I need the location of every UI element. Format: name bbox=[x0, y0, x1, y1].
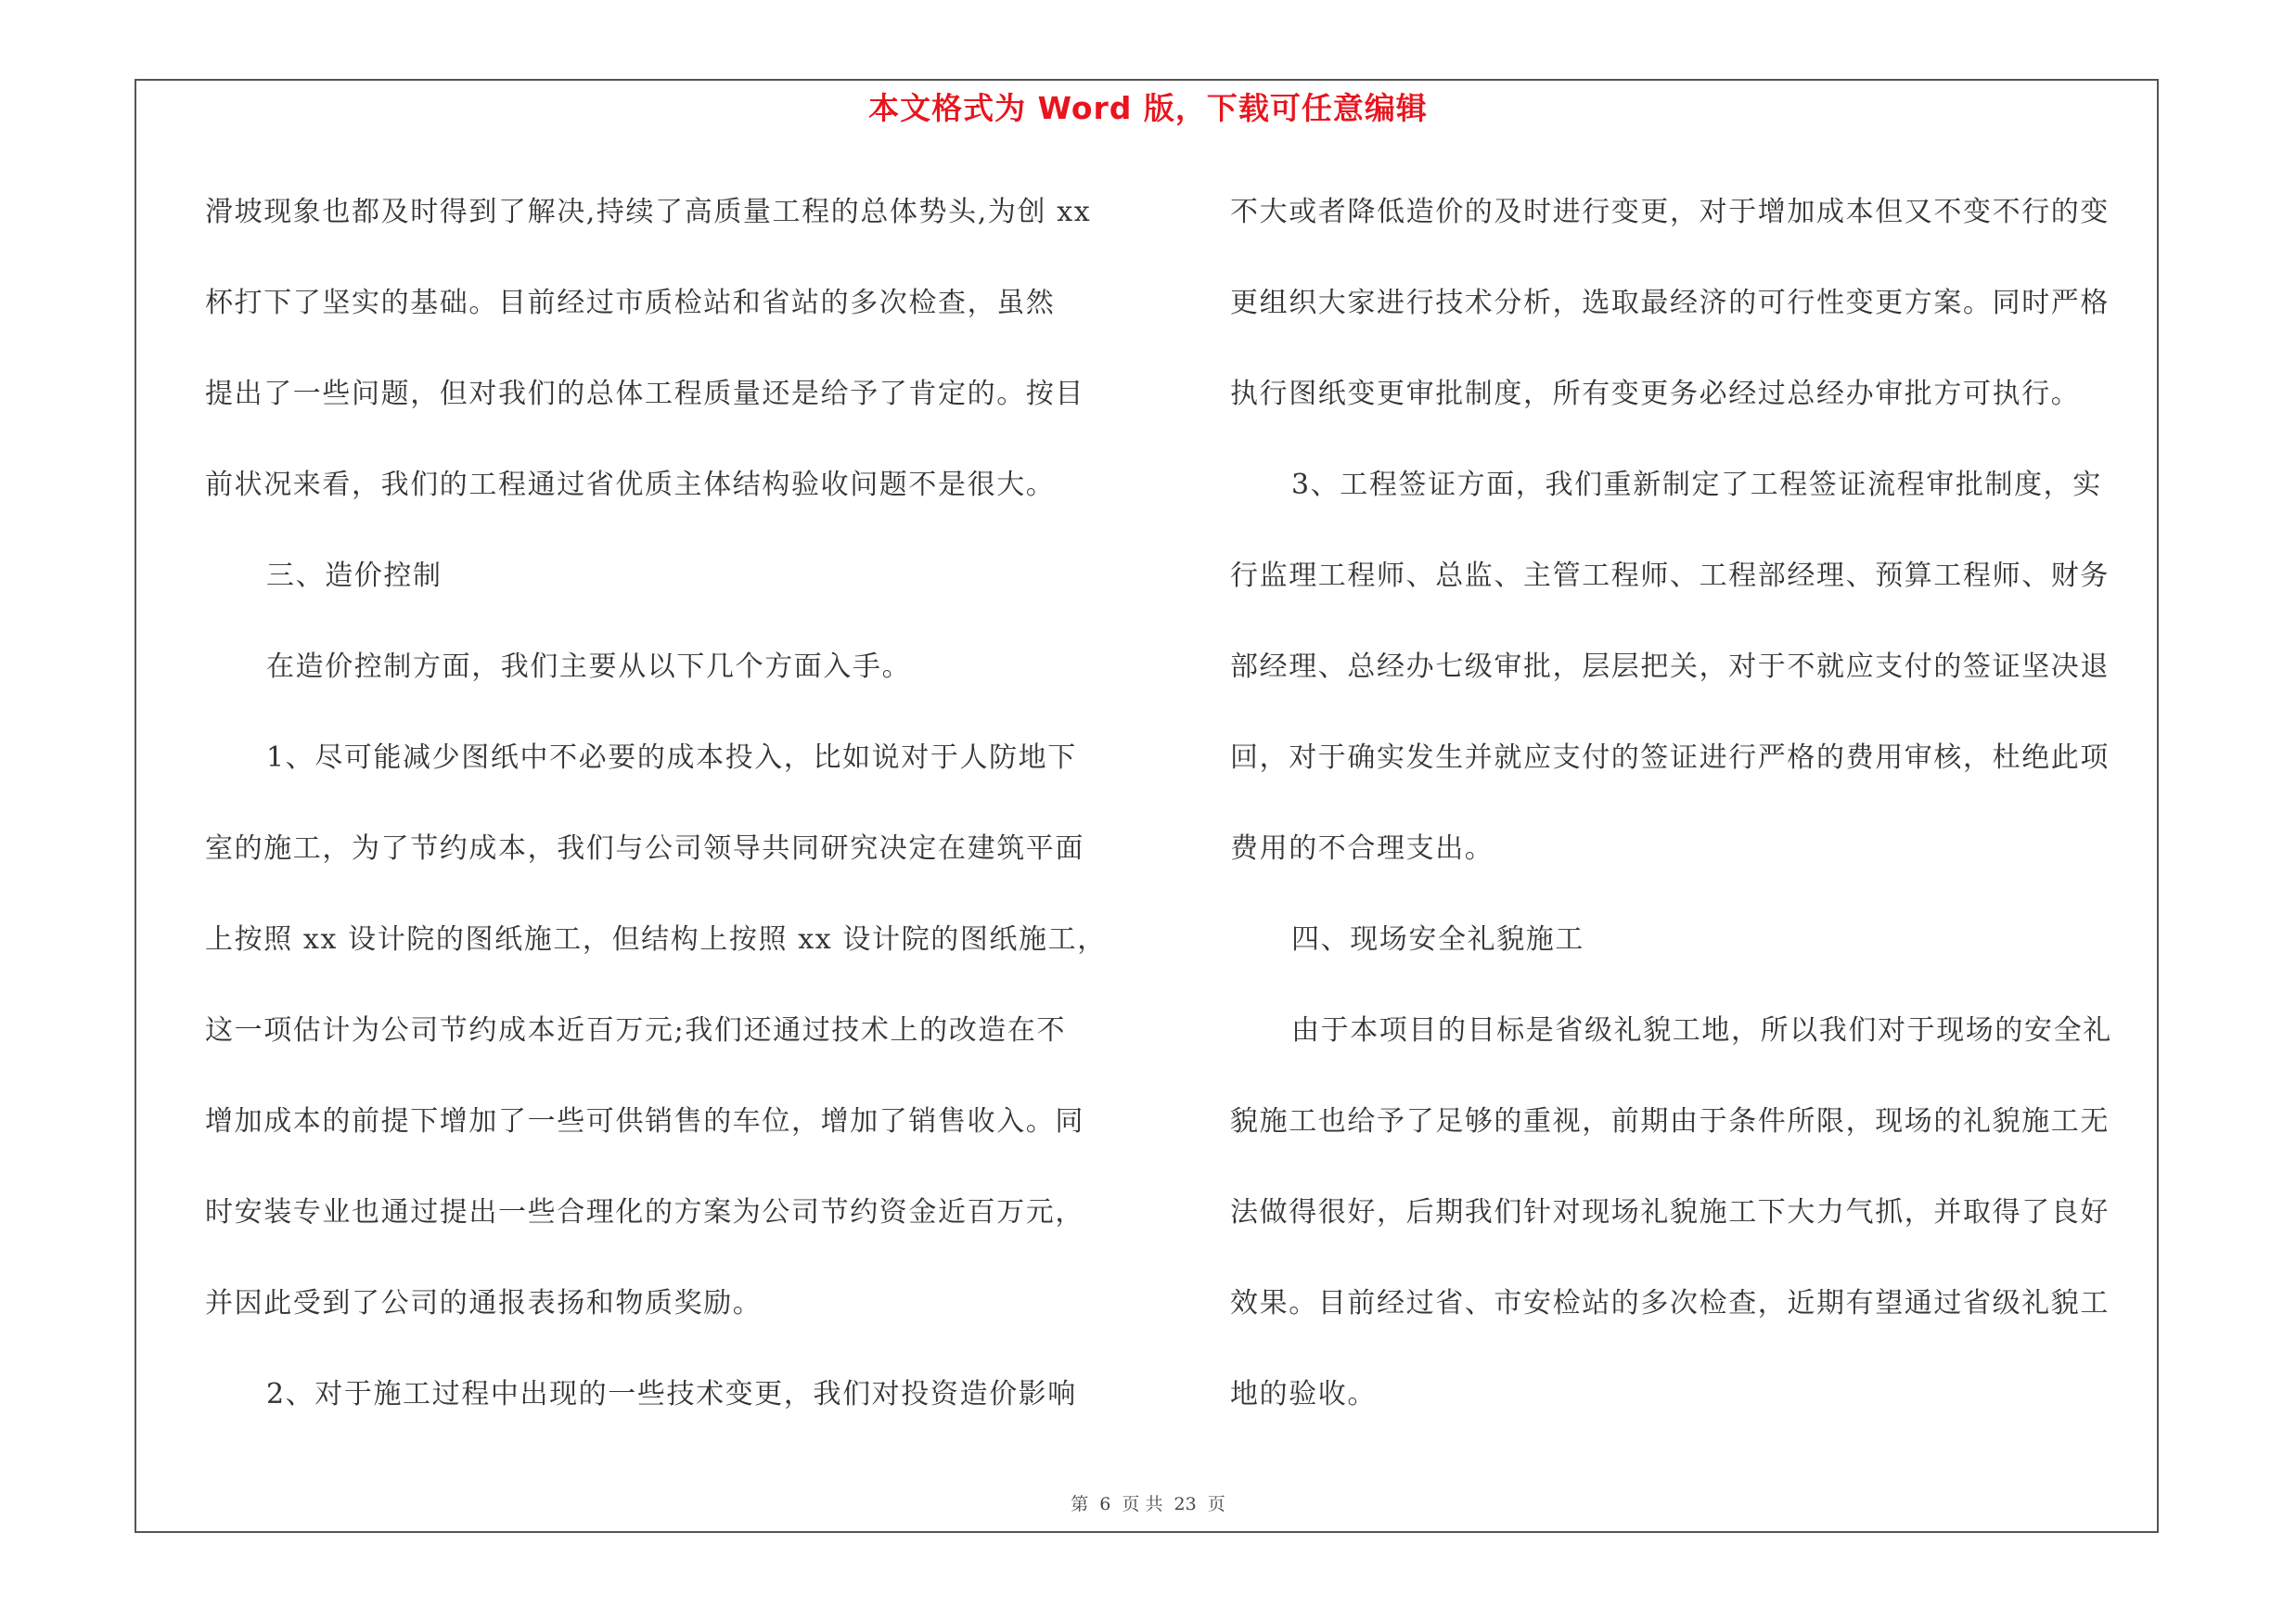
paragraph-line: 法做得很好，后期我们针对现场礼貌施工下大力气抓，并取得了良好 bbox=[1230, 1196, 2110, 1229]
paragraph-line: 部经理、总经办七级审批，层层把关，对于不就应支付的签证坚决退 bbox=[1230, 650, 2110, 683]
paragraph-line: 杯打下了坚实的基础。目前经过市质检站和省站的多次检查，虽然 bbox=[205, 287, 1056, 319]
paragraph-line: 效果。目前经过省、市安检站的多次检查，近期有望通过省级礼貌工 bbox=[1230, 1287, 2110, 1320]
footer-prefix: 第 bbox=[1071, 1494, 1089, 1514]
current-page-number: 6 bbox=[1099, 1494, 1111, 1514]
footer-middle: 页 共 bbox=[1122, 1494, 1163, 1514]
paragraph-line: 行监理工程师、总监、主管工程师、工程部经理、预算工程师、财务 bbox=[1230, 560, 2110, 592]
paragraph-line: 提出了一些问题，但对我们的总体工程质量还是给予了肯定的。按目 bbox=[205, 378, 1084, 410]
paragraph-line: 这一项估计为公司节约成本近百万元;我们还通过技术上的改造在不 bbox=[205, 1014, 1067, 1047]
paragraph-line: 上按照 xx 设计院的图纸施工，但结构上按照 xx 设计院的图纸施工， bbox=[205, 923, 1107, 956]
section-heading: 四、现场安全礼貌施工 bbox=[1291, 923, 1584, 956]
total-page-count: 23 bbox=[1174, 1494, 1197, 1514]
paragraph-line: 执行图纸变更审批制度，所有变更务必经过总经办审批方可执行。 bbox=[1230, 378, 2081, 410]
paragraph-line: 1、尽可能减少图纸中不必要的成本投入，比如说对于人防地下 bbox=[266, 741, 1077, 774]
page-number-footer bbox=[0, 1490, 2296, 1515]
left-column bbox=[205, 186, 1142, 1459]
paragraph-line: 地的验收。 bbox=[1230, 1378, 1377, 1410]
paragraph-line: 前状况来看，我们的工程通过省优质主体结构验收问题不是很大。 bbox=[205, 469, 1056, 501]
header-banner: 本文格式为 Word 版，下载可任意编辑 bbox=[868, 90, 1428, 126]
paragraph-line: 费用的不合理支出。 bbox=[1230, 832, 1494, 865]
paragraph-line: 滑坡现象也都及时得到了解决,持续了高质量工程的总体势头,为创 xx bbox=[205, 196, 1092, 228]
paragraph-line: 不大或者降低造价的及时进行变更，对于增加成本但又不变不行的变 bbox=[1230, 196, 2110, 228]
paragraph-line: 室的施工，为了节约成本，我们与公司领导共同研究决定在建筑平面 bbox=[205, 832, 1084, 865]
section-heading: 三、造价控制 bbox=[266, 560, 443, 592]
paragraph-line: 在造价控制方面，我们主要从以下几个方面入手。 bbox=[266, 650, 912, 683]
paragraph-line: 并因此受到了公司的通报表扬和物质奖励。 bbox=[205, 1287, 763, 1320]
paragraph-line: 3、工程签证方面，我们重新制定了工程签证流程审批制度，实 bbox=[1291, 469, 2102, 501]
right-column bbox=[1230, 186, 2158, 1459]
paragraph-line: 貌施工也给予了足够的重视，前期由于条件所限，现场的礼貌施工无 bbox=[1230, 1105, 2110, 1138]
paragraph-line: 回，对于确实发生并就应支付的签证进行严格的费用审核，杜绝此项 bbox=[1230, 741, 2110, 774]
paragraph-line: 时安装专业也通过提出一些合理化的方案为公司节约资金近百万元， bbox=[205, 1196, 1084, 1229]
paragraph-line: 更组织大家进行技术分析，选取最经济的可行性变更方案。同时严格 bbox=[1230, 287, 2110, 319]
paragraph-line: 由于本项目的目标是省级礼貌工地，所以我们对于现场的安全礼 bbox=[1291, 1014, 2112, 1047]
footer-suffix: 页 bbox=[1207, 1494, 1225, 1514]
paragraph-line: 增加成本的前提下增加了一些可供销售的车位，增加了销售收入。同 bbox=[205, 1105, 1084, 1138]
paragraph-line: 2、对于施工过程中出现的一些技术变更，我们对投资造价影响 bbox=[266, 1378, 1077, 1410]
